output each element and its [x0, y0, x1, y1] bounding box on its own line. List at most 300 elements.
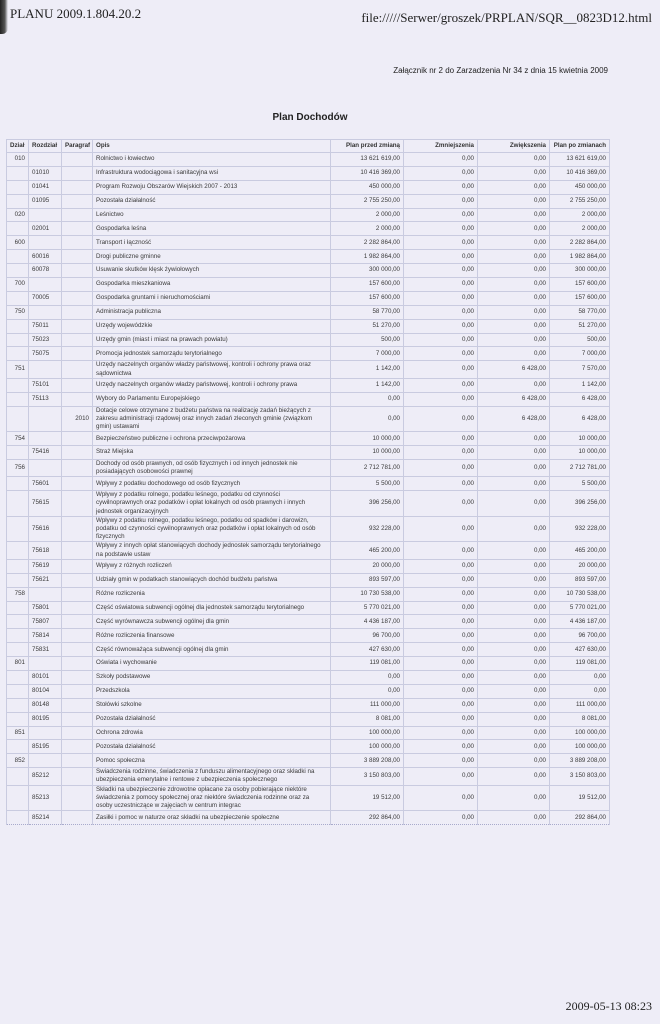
- cell-zwiekszenia: 0,00: [478, 657, 550, 671]
- table-row: [7, 740, 610, 754]
- cell-opis: Infrastruktura wodociągowa i sanitacyjna wsi: [93, 166, 331, 180]
- cell-opis: Zasiłki i pomoc w naturze oraz składki na ubezpieczenie społeczne: [93, 811, 331, 825]
- cell-opis: Program Rozwoju Obszarów Wiejskich 2007 - 2013: [93, 180, 331, 194]
- cell-opis: Pozostała działalność: [93, 194, 331, 208]
- cell-plan-przed: 100 000,00: [331, 726, 404, 740]
- table-row: [7, 250, 610, 264]
- cell-dzial: [7, 740, 29, 754]
- cell-dzial: [7, 601, 29, 615]
- cell-zwiekszenia: 0,00: [478, 250, 550, 264]
- cell-plan-po: 4 436 187,00: [550, 615, 610, 629]
- table-row: [7, 811, 610, 825]
- cell-dzial: 020: [7, 208, 29, 222]
- column-header-paragraf: Paragraf: [62, 140, 93, 153]
- cell-zmniejszenia: 0,00: [404, 459, 478, 476]
- cell-rozdzial: 01095: [29, 194, 62, 208]
- cell-opis: Rolnictwo i łowiectwo: [93, 153, 331, 167]
- cell-opis: Gospodarka mieszkaniowa: [93, 278, 331, 292]
- cell-plan-przed: 19 512,00: [331, 785, 404, 811]
- cell-rozdzial: [29, 278, 62, 292]
- cell-plan-przed: 119 081,00: [331, 657, 404, 671]
- cell-paragraf: [62, 291, 93, 305]
- table-row: [7, 601, 610, 615]
- cell-dzial: [7, 446, 29, 460]
- cell-rozdzial: 85213: [29, 785, 62, 811]
- cell-plan-po: 10 730 538,00: [550, 587, 610, 601]
- table-row: [7, 291, 610, 305]
- cell-dzial: 751: [7, 361, 29, 378]
- cell-plan-przed: 100 000,00: [331, 740, 404, 754]
- cell-rozdzial: 70005: [29, 291, 62, 305]
- table-header-row: [7, 140, 610, 153]
- cell-zwiekszenia: 0,00: [478, 684, 550, 698]
- cell-zmniejszenia: 0,00: [404, 615, 478, 629]
- cell-dzial: [7, 291, 29, 305]
- cell-plan-po: 893 597,00: [550, 573, 610, 587]
- cell-paragraf: [62, 250, 93, 264]
- cell-paragraf: [62, 684, 93, 698]
- cell-paragraf: [62, 643, 93, 657]
- cell-plan-po: 500,00: [550, 333, 610, 347]
- revenue-plan-table: [6, 139, 610, 825]
- cell-plan-przed: 450 000,00: [331, 180, 404, 194]
- cell-paragraf: [62, 153, 93, 167]
- cell-plan-po: 0,00: [550, 684, 610, 698]
- table-row: [7, 587, 610, 601]
- cell-zmniejszenia: 0,00: [404, 477, 478, 491]
- cell-zmniejszenia: 0,00: [404, 657, 478, 671]
- cell-plan-przed: 157 600,00: [331, 278, 404, 292]
- cell-paragraf: [62, 491, 93, 517]
- cell-plan-przed: 10 000,00: [331, 446, 404, 460]
- cell-rozdzial: 01041: [29, 180, 62, 194]
- cell-rozdzial: 80104: [29, 684, 62, 698]
- cell-dzial: [7, 573, 29, 587]
- cell-zwiekszenia: 0,00: [478, 670, 550, 684]
- table-row: [7, 406, 610, 432]
- cell-plan-po: 157 600,00: [550, 278, 610, 292]
- cell-dzial: 851: [7, 726, 29, 740]
- cell-rozdzial: 01010: [29, 166, 62, 180]
- cell-plan-przed: 500,00: [331, 333, 404, 347]
- cell-zmniejszenia: 0,00: [404, 153, 478, 167]
- cell-plan-po: 5 500,00: [550, 477, 610, 491]
- cell-zmniejszenia: 0,00: [404, 333, 478, 347]
- table-row: [7, 347, 610, 361]
- cell-plan-przed: 300 000,00: [331, 264, 404, 278]
- cell-dzial: [7, 643, 29, 657]
- cell-opis: Udziały gmin w podatkach stanowiących dochód budżetu państwa: [93, 573, 331, 587]
- cell-zwiekszenia: 0,00: [478, 432, 550, 446]
- cell-plan-przed: 465 200,00: [331, 542, 404, 559]
- cell-zwiekszenia: 0,00: [478, 319, 550, 333]
- cell-opis: Dotacje celowe otrzymane z budżetu państwa na realizację zadań bieżących z zakresu administracji rządowej oraz innych zadań zleconych gminie (związkom gmin) ustawami: [93, 406, 331, 432]
- table-row: [7, 446, 610, 460]
- cell-dzial: [7, 333, 29, 347]
- cell-zwiekszenia: 0,00: [478, 573, 550, 587]
- cell-plan-po: 1 142,00: [550, 378, 610, 392]
- cell-plan-po: 450 000,00: [550, 180, 610, 194]
- cell-zwiekszenia: 0,00: [478, 726, 550, 740]
- cell-zmniejszenia: 0,00: [404, 361, 478, 378]
- cell-zwiekszenia: 0,00: [478, 587, 550, 601]
- table-row: [7, 573, 610, 587]
- cell-plan-przed: 0,00: [331, 670, 404, 684]
- cell-dzial: 756: [7, 459, 29, 476]
- cell-zwiekszenia: 0,00: [478, 768, 550, 785]
- cell-zmniejszenia: 0,00: [404, 670, 478, 684]
- print-timestamp: 2009-05-13 08:23: [565, 999, 652, 1013]
- cell-plan-po: 10 000,00: [550, 446, 610, 460]
- cell-zmniejszenia: 0,00: [404, 446, 478, 460]
- cell-dzial: [7, 477, 29, 491]
- cell-plan-po: 100 000,00: [550, 740, 610, 754]
- cell-zmniejszenia: 0,00: [404, 587, 478, 601]
- cell-paragraf: [62, 361, 93, 378]
- cell-plan-po: 119 081,00: [550, 657, 610, 671]
- cell-paragraf: [62, 459, 93, 476]
- cell-rozdzial: [29, 153, 62, 167]
- cell-zwiekszenia: 0,00: [478, 785, 550, 811]
- cell-plan-przed: 111 000,00: [331, 698, 404, 712]
- cell-opis: Przedszkola: [93, 684, 331, 698]
- cell-zwiekszenia: 6 428,00: [478, 392, 550, 406]
- cell-paragraf: [62, 392, 93, 406]
- cell-paragraf: [62, 305, 93, 319]
- cell-plan-po: 3 889 208,00: [550, 754, 610, 768]
- cell-plan-przed: 7 000,00: [331, 347, 404, 361]
- cell-zmniejszenia: 0,00: [404, 768, 478, 785]
- cell-zmniejszenia: 0,00: [404, 491, 478, 517]
- cell-paragraf: [62, 615, 93, 629]
- cell-plan-po: 100 000,00: [550, 726, 610, 740]
- cell-zwiekszenia: 0,00: [478, 378, 550, 392]
- cell-zwiekszenia: 0,00: [478, 305, 550, 319]
- cell-zmniejszenia: 0,00: [404, 740, 478, 754]
- cell-zwiekszenia: 0,00: [478, 629, 550, 643]
- cell-zmniejszenia: 0,00: [404, 726, 478, 740]
- cell-rozdzial: 75601: [29, 477, 62, 491]
- cell-zwiekszenia: 0,00: [478, 516, 550, 542]
- cell-dzial: 758: [7, 587, 29, 601]
- cell-rozdzial: [29, 361, 62, 378]
- cell-rozdzial: [29, 406, 62, 432]
- cell-dzial: [7, 347, 29, 361]
- cell-paragraf: [62, 516, 93, 542]
- cell-zmniejszenia: 0,00: [404, 305, 478, 319]
- cell-plan-po: 19 512,00: [550, 785, 610, 811]
- cell-rozdzial: 75101: [29, 378, 62, 392]
- cell-opis: Różne rozliczenia finansowe: [93, 629, 331, 643]
- cell-dzial: 750: [7, 305, 29, 319]
- cell-rozdzial: [29, 726, 62, 740]
- cell-dzial: [7, 180, 29, 194]
- cell-plan-przed: 2 755 250,00: [331, 194, 404, 208]
- cell-opis: Urzędy naczelnych organów władzy państwowej, kontroli i ochrony prawa oraz sądownictwa: [93, 361, 331, 378]
- cell-zwiekszenia: 0,00: [478, 811, 550, 825]
- cell-opis: Oświata i wychowanie: [93, 657, 331, 671]
- cell-zmniejszenia: 0,00: [404, 643, 478, 657]
- cell-plan-przed: 10 730 538,00: [331, 587, 404, 601]
- cell-plan-po: 5 770 021,00: [550, 601, 610, 615]
- cell-dzial: 600: [7, 236, 29, 250]
- cell-paragraf: [62, 477, 93, 491]
- cell-dzial: [7, 264, 29, 278]
- cell-dzial: [7, 542, 29, 559]
- cell-opis: Gospodarka leśna: [93, 222, 331, 236]
- table-row: [7, 726, 610, 740]
- cell-plan-po: 7 000,00: [550, 347, 610, 361]
- cell-rozdzial: 80148: [29, 698, 62, 712]
- cell-opis: Pozostała działalność: [93, 740, 331, 754]
- cell-opis: Administracja publiczna: [93, 305, 331, 319]
- cell-zmniejszenia: 0,00: [404, 392, 478, 406]
- cell-plan-przed: 8 081,00: [331, 712, 404, 726]
- cell-opis: Bezpieczeństwo publiczne i ochrona przeciwpożarowa: [93, 432, 331, 446]
- table-row: [7, 542, 610, 559]
- cell-opis: Stołówki szkolne: [93, 698, 331, 712]
- cell-plan-przed: 1 142,00: [331, 361, 404, 378]
- table-row: [7, 264, 610, 278]
- cell-zmniejszenia: 0,00: [404, 250, 478, 264]
- cell-plan-po: 465 200,00: [550, 542, 610, 559]
- cell-paragraf: 2010: [62, 406, 93, 432]
- cell-rozdzial: 75113: [29, 392, 62, 406]
- cell-zwiekszenia: 0,00: [478, 166, 550, 180]
- cell-plan-przed: 1 142,00: [331, 378, 404, 392]
- cell-opis: Szkoły podstawowe: [93, 670, 331, 684]
- cell-rozdzial: [29, 754, 62, 768]
- table-row: [7, 643, 610, 657]
- cell-plan-po: 10 416 369,00: [550, 166, 610, 180]
- cell-zmniejszenia: 0,00: [404, 573, 478, 587]
- table-row: [7, 768, 610, 785]
- cell-paragraf: [62, 542, 93, 559]
- cell-plan-przed: 893 597,00: [331, 573, 404, 587]
- cell-dzial: [7, 811, 29, 825]
- cell-zwiekszenia: 0,00: [478, 643, 550, 657]
- cell-rozdzial: 80195: [29, 712, 62, 726]
- cell-zmniejszenia: 0,00: [404, 194, 478, 208]
- cell-plan-po: 111 000,00: [550, 698, 610, 712]
- cell-rozdzial: [29, 459, 62, 476]
- cell-opis: Część oświatowa subwencji ogólnej dla jednostek samorządu terytorialnego: [93, 601, 331, 615]
- cell-rozdzial: 75619: [29, 559, 62, 573]
- cell-plan-przed: 5 500,00: [331, 477, 404, 491]
- table-row: [7, 194, 610, 208]
- cell-dzial: [7, 222, 29, 236]
- cell-plan-po: 13 621 619,00: [550, 153, 610, 167]
- cell-rozdzial: 85214: [29, 811, 62, 825]
- cell-paragraf: [62, 768, 93, 785]
- cell-opis: Usuwanie skutków klęsk żywiołowych: [93, 264, 331, 278]
- table-row: [7, 684, 610, 698]
- cell-zwiekszenia: 0,00: [478, 264, 550, 278]
- cell-paragraf: [62, 166, 93, 180]
- cell-plan-po: 10 000,00: [550, 432, 610, 446]
- cell-zwiekszenia: 0,00: [478, 542, 550, 559]
- table-row: [7, 222, 610, 236]
- cell-rozdzial: 02001: [29, 222, 62, 236]
- cell-opis: Wpływy z innych opłat stanowiących dochody jednostek samorządu terytorialnego na podstawie ustaw: [93, 542, 331, 559]
- cell-opis: Urzędy gmin (miast i miast na prawach powiatu): [93, 333, 331, 347]
- cell-paragraf: [62, 670, 93, 684]
- cell-rozdzial: 75416: [29, 446, 62, 460]
- cell-paragraf: [62, 657, 93, 671]
- table-row: [7, 378, 610, 392]
- cell-zmniejszenia: 0,00: [404, 378, 478, 392]
- table-row: [7, 477, 610, 491]
- column-header-rozdzial: Rozdział: [29, 140, 62, 153]
- cell-plan-przed: 0,00: [331, 684, 404, 698]
- column-header-plan-przed: Plan przed zmianą: [331, 140, 404, 153]
- table-row: [7, 698, 610, 712]
- cell-plan-po: 6 428,00: [550, 392, 610, 406]
- cell-plan-przed: 427 630,00: [331, 643, 404, 657]
- cell-rozdzial: 75618: [29, 542, 62, 559]
- cell-opis: Wpływy z różnych rozliczeń: [93, 559, 331, 573]
- cell-zmniejszenia: 0,00: [404, 684, 478, 698]
- table-row: [7, 516, 610, 542]
- cell-plan-przed: 58 770,00: [331, 305, 404, 319]
- table-row: [7, 657, 610, 671]
- cell-plan-przed: 2 000,00: [331, 222, 404, 236]
- cell-opis: Wpływy z podatku rolnego, podatku leśnego, podatku od spadków i darowizn, podatku od czynności cywilnoprawnych oraz podatków i opłat lokalnych od osób fizycznych: [93, 516, 331, 542]
- cell-zwiekszenia: 0,00: [478, 194, 550, 208]
- cell-dzial: 010: [7, 153, 29, 167]
- cell-rozdzial: 75011: [29, 319, 62, 333]
- cell-rozdzial: 75075: [29, 347, 62, 361]
- cell-paragraf: [62, 236, 93, 250]
- cell-plan-przed: 292 864,00: [331, 811, 404, 825]
- cell-paragraf: [62, 446, 93, 460]
- cell-zmniejszenia: 0,00: [404, 559, 478, 573]
- cell-zmniejszenia: 0,00: [404, 754, 478, 768]
- cell-paragraf: [62, 378, 93, 392]
- cell-paragraf: [62, 698, 93, 712]
- cell-zmniejszenia: 0,00: [404, 406, 478, 432]
- cell-dzial: 700: [7, 278, 29, 292]
- cell-plan-przed: 0,00: [331, 406, 404, 432]
- cell-paragraf: [62, 333, 93, 347]
- cell-paragraf: [62, 740, 93, 754]
- cell-opis: Pozostała działalność: [93, 712, 331, 726]
- cell-paragraf: [62, 573, 93, 587]
- cell-plan-po: 1 982 864,00: [550, 250, 610, 264]
- cell-paragraf: [62, 587, 93, 601]
- cell-plan-przed: 10 416 369,00: [331, 166, 404, 180]
- scan-corner-mark: [0, 0, 8, 34]
- cell-dzial: 852: [7, 754, 29, 768]
- table-row: [7, 180, 610, 194]
- cell-paragraf: [62, 629, 93, 643]
- cell-zwiekszenia: 0,00: [478, 153, 550, 167]
- table-row: [7, 361, 610, 378]
- cell-opis: Część równoważąca subwencji ogólnej dla gmin: [93, 643, 331, 657]
- cell-plan-przed: 0,00: [331, 392, 404, 406]
- cell-opis: Różne rozliczenia: [93, 587, 331, 601]
- cell-rozdzial: [29, 236, 62, 250]
- cell-zmniejszenia: 0,00: [404, 785, 478, 811]
- column-header-plan-po: Plan po zmianach: [550, 140, 610, 153]
- cell-zwiekszenia: 0,00: [478, 291, 550, 305]
- cell-paragraf: [62, 194, 93, 208]
- cell-plan-po: 3 150 803,00: [550, 768, 610, 785]
- cell-rozdzial: [29, 432, 62, 446]
- cell-rozdzial: 75801: [29, 601, 62, 615]
- cell-opis: Straż Miejska: [93, 446, 331, 460]
- cell-plan-po: 0,00: [550, 670, 610, 684]
- cell-dzial: [7, 670, 29, 684]
- cell-rozdzial: 85195: [29, 740, 62, 754]
- cell-dzial: [7, 319, 29, 333]
- cell-plan-przed: 2 712 781,00: [331, 459, 404, 476]
- cell-plan-przed: 2 000,00: [331, 208, 404, 222]
- cell-zmniejszenia: 0,00: [404, 264, 478, 278]
- cell-paragraf: [62, 208, 93, 222]
- column-header-zwiekszenia: Zwiększenia: [478, 140, 550, 153]
- cell-dzial: [7, 768, 29, 785]
- cell-paragraf: [62, 726, 93, 740]
- column-header-opis: Opis: [93, 140, 331, 153]
- cell-zwiekszenia: 0,00: [478, 347, 550, 361]
- table-row: [7, 491, 610, 517]
- cell-opis: Wybory do Parlamentu Europejskiego: [93, 392, 331, 406]
- cell-opis: Promocja jednostek samorządu terytorialnego: [93, 347, 331, 361]
- cell-plan-po: 2 755 250,00: [550, 194, 610, 208]
- cell-zmniejszenia: 0,00: [404, 180, 478, 194]
- cell-plan-po: 58 770,00: [550, 305, 610, 319]
- cell-dzial: 754: [7, 432, 29, 446]
- table-row: [7, 615, 610, 629]
- cell-plan-przed: 932 228,00: [331, 516, 404, 542]
- cell-rozdzial: 60016: [29, 250, 62, 264]
- cell-plan-po: 96 700,00: [550, 629, 610, 643]
- cell-plan-po: 2 712 781,00: [550, 459, 610, 476]
- page-title: Plan Dochodów: [272, 112, 348, 123]
- cell-dzial: [7, 712, 29, 726]
- cell-rozdzial: 75616: [29, 516, 62, 542]
- cell-rozdzial: 75831: [29, 643, 62, 657]
- cell-zmniejszenia: 0,00: [404, 278, 478, 292]
- cell-rozdzial: 85212: [29, 768, 62, 785]
- cell-plan-przed: 4 436 187,00: [331, 615, 404, 629]
- cell-rozdzial: 75807: [29, 615, 62, 629]
- cell-dzial: [7, 406, 29, 432]
- cell-dzial: [7, 785, 29, 811]
- cell-zmniejszenia: 0,00: [404, 166, 478, 180]
- cell-plan-po: 2 000,00: [550, 208, 610, 222]
- cell-opis: Drogi publiczne gminne: [93, 250, 331, 264]
- print-header-title: PLANU 2009.1.804.20.2: [10, 6, 142, 21]
- cell-zwiekszenia: 0,00: [478, 222, 550, 236]
- table-row: [7, 319, 610, 333]
- cell-plan-po: 20 000,00: [550, 559, 610, 573]
- cell-plan-po: 7 570,00: [550, 361, 610, 378]
- column-header-dzial: Dział: [7, 140, 29, 153]
- cell-plan-przed: 96 700,00: [331, 629, 404, 643]
- cell-paragraf: [62, 222, 93, 236]
- cell-paragraf: [62, 319, 93, 333]
- cell-plan-przed: 13 621 619,00: [331, 153, 404, 167]
- cell-plan-po: 396 256,00: [550, 491, 610, 517]
- table-row: [7, 670, 610, 684]
- cell-plan-po: 157 600,00: [550, 291, 610, 305]
- cell-rozdzial: 75814: [29, 629, 62, 643]
- cell-opis: Transport i łączność: [93, 236, 331, 250]
- cell-plan-po: 300 000,00: [550, 264, 610, 278]
- cell-opis: Urzędy wojewódzkie: [93, 319, 331, 333]
